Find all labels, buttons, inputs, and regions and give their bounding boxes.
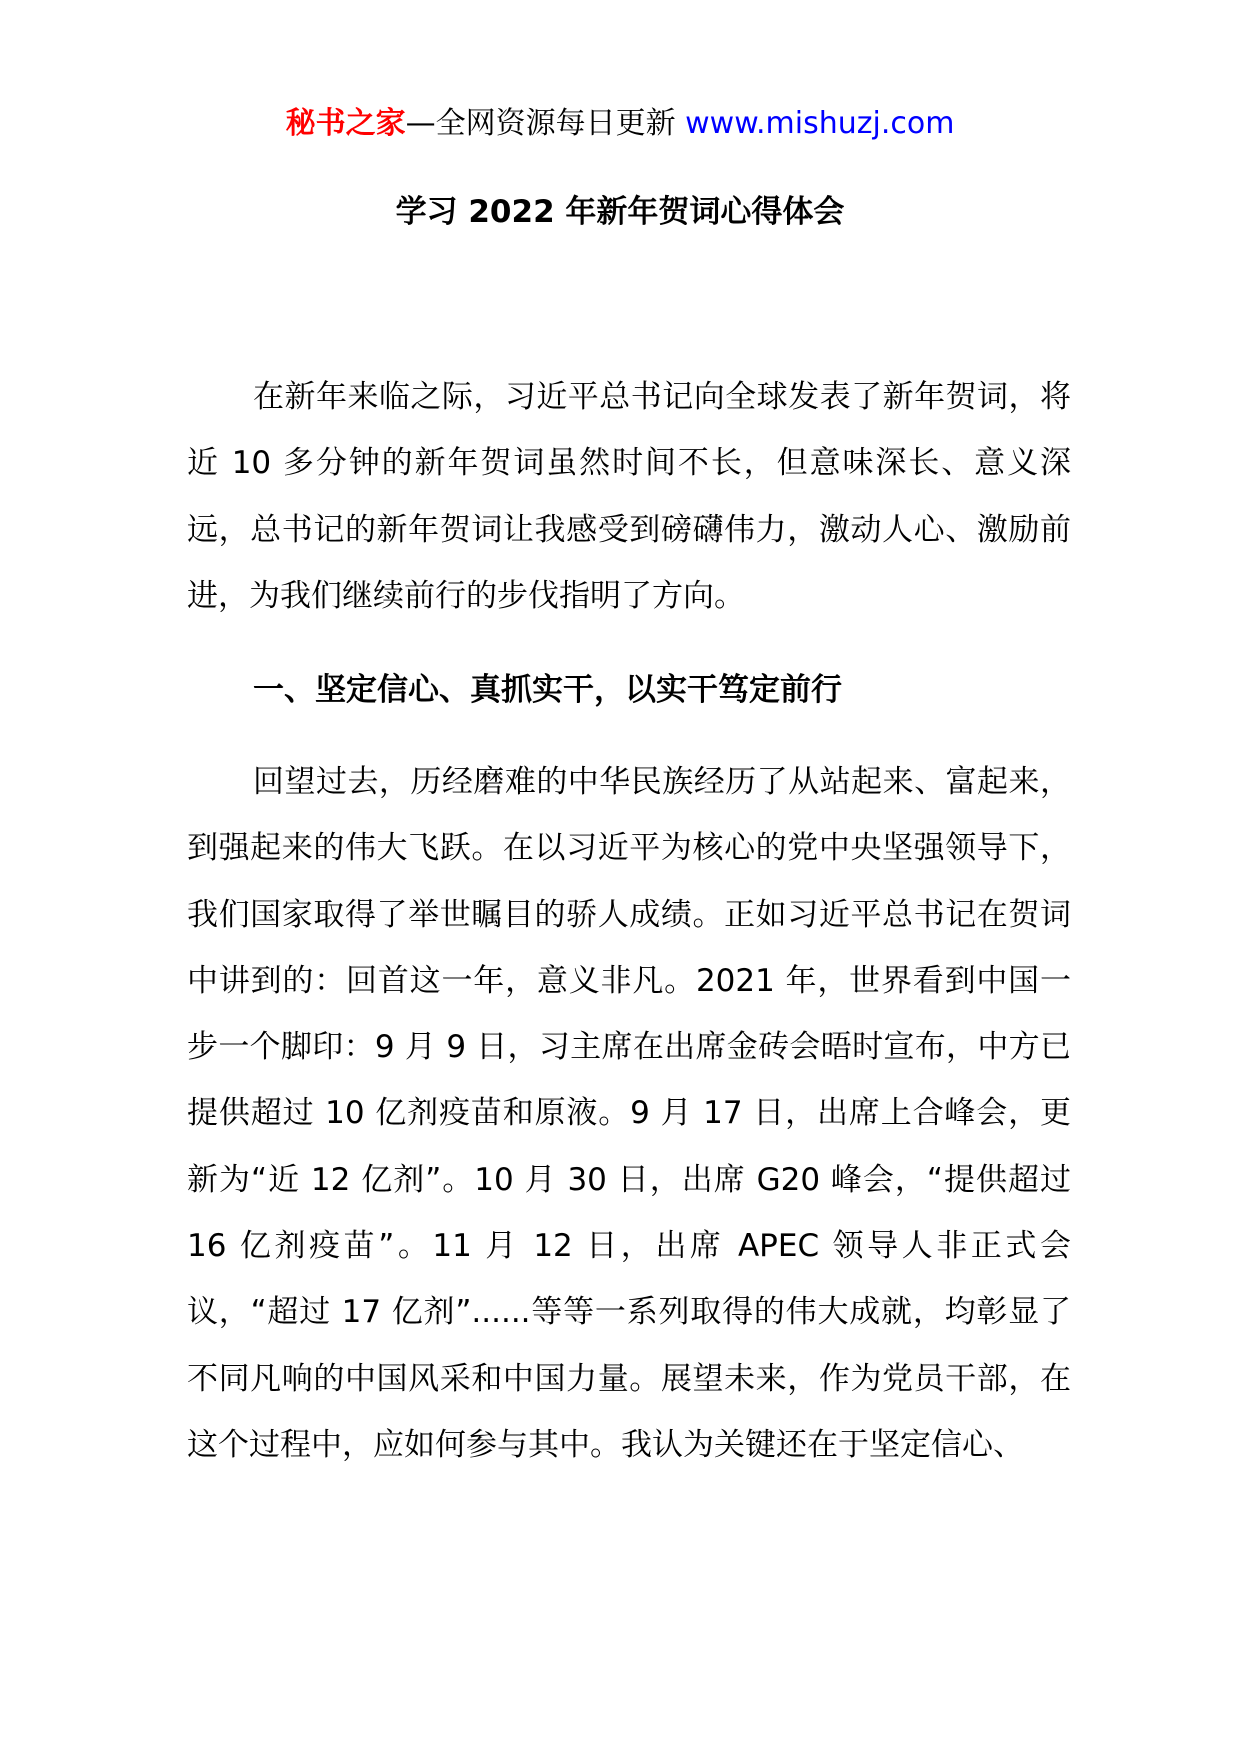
site-url-link[interactable]: www.mishuzj.com (685, 106, 955, 141)
document-title: 学习 2022 年新年贺词心得体会 (395, 194, 845, 230)
paragraph-intro: 在新年来临之际，习近平总书记向全球发表了新年贺词，将近 10 多分钟的新年贺词虽然时间不长，但意味深长、意义深远，总书记的新年贺词让我感受到磅礴伟力，激动人心、激励前进，为我们继续前行的步伐指明了方向。 (187, 379, 1071, 614)
section-heading-1: 一、坚定信心、真抓实干，以实干笃定前行 (253, 672, 842, 708)
header-tagline: —全网资源每日更新 (405, 106, 686, 141)
brand-name: 秘书之家 (285, 106, 406, 141)
paragraph-section-1: 回望过去，历经磨难的中华民族经历了从站起来、富起来，到强起来的伟大飞跃。在以习近平为核心的党中央坚强领导下，我们国家取得了举世瞩目的骄人成绩。正如习近平总书记在贺词中讲到的：回首这一年，意义非凡。2021 年，世界看到中国一步一个脚印：9 月 9 日，习主席在出席金砖会晤时宣布，中方已提供超过 10 亿剂疫苗和原液。9 月 17 日，出席上合峰会，更新为“近 12 亿剂”。10 月 30 日，出席 G20 峰会，“提供超过 16 亿剂疫苗”。11 月 12 日，出席 APEC 领导人非正式会议，“超过 17 亿剂”......等等一系列取得的伟大成就，均彰显了不同凡响的中国风采和中国力量。展望未来，作为党员干部，在这个过程中，应如何参与其中。我认为关键还在于坚定信心、 (187, 764, 1071, 1463)
site-header (0, 102, 1240, 146)
